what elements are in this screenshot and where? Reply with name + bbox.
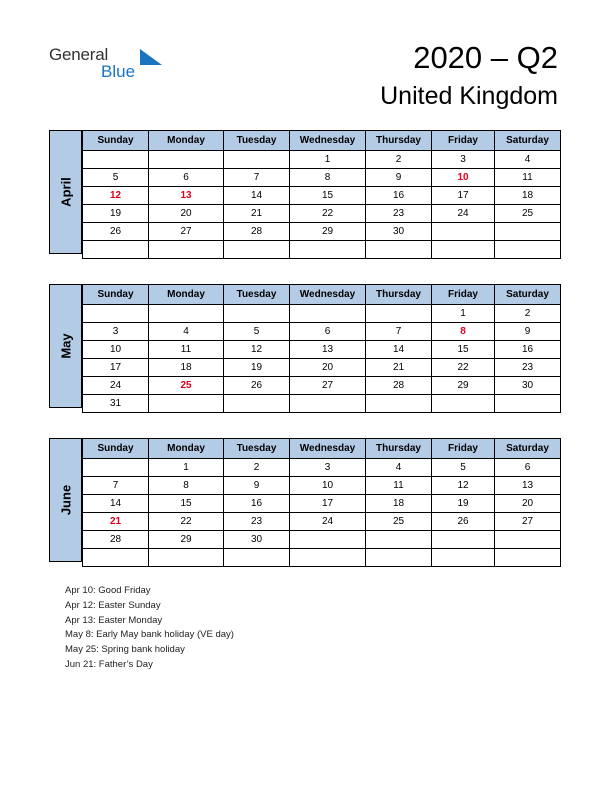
empty-day-cell <box>149 151 224 169</box>
day-cell: 4 <box>366 459 432 477</box>
day-cell: 25 <box>149 377 224 395</box>
empty-day-cell <box>495 223 561 241</box>
weekday-header: Wednesday <box>290 285 366 305</box>
day-cell: 11 <box>495 169 561 187</box>
empty-day-cell <box>149 549 224 567</box>
day-cell: 10 <box>83 341 149 359</box>
day-cell: 19 <box>224 359 290 377</box>
weekday-header: Wednesday <box>290 131 366 151</box>
day-cell: 6 <box>495 459 561 477</box>
day-cell: 10 <box>290 477 366 495</box>
empty-day-cell <box>366 241 432 259</box>
empty-day-cell <box>366 305 432 323</box>
week-row <box>83 187 561 205</box>
empty-day-cell <box>224 549 290 567</box>
month-name: April <box>58 177 73 207</box>
day-cell: 25 <box>495 205 561 223</box>
empty-day-cell <box>495 549 561 567</box>
logo <box>49 45 159 81</box>
week-row <box>83 341 561 359</box>
day-cell: 20 <box>290 359 366 377</box>
day-cell: 10 <box>432 169 495 187</box>
empty-day-cell <box>432 241 495 259</box>
holiday-notes <box>65 584 234 673</box>
weekday-header: Wednesday <box>290 439 366 459</box>
day-cell: 3 <box>83 323 149 341</box>
week-row <box>83 549 561 567</box>
day-cell: 30 <box>224 531 290 549</box>
day-cell: 23 <box>366 205 432 223</box>
day-cell: 15 <box>149 495 224 513</box>
empty-day-cell <box>495 395 561 413</box>
day-cell: 26 <box>224 377 290 395</box>
weekday-header: Sunday <box>83 285 149 305</box>
note-item: Apr 10: Good Friday <box>65 585 151 596</box>
weekday-header: Friday <box>432 439 495 459</box>
week-row <box>83 531 561 549</box>
day-cell: 29 <box>149 531 224 549</box>
day-cell: 8 <box>432 323 495 341</box>
note-item: May 25: Spring bank holiday <box>65 644 185 656</box>
day-cell: 19 <box>83 205 149 223</box>
empty-day-cell <box>83 151 149 169</box>
day-cell: 26 <box>432 513 495 531</box>
calendar-table <box>82 438 561 567</box>
day-cell: 26 <box>83 223 149 241</box>
week-row <box>83 205 561 223</box>
empty-day-cell <box>366 549 432 567</box>
day-cell: 14 <box>366 341 432 359</box>
day-cell: 1 <box>432 305 495 323</box>
day-cell: 14 <box>224 187 290 205</box>
day-cell: 6 <box>149 169 224 187</box>
day-cell: 29 <box>290 223 366 241</box>
day-cell: 1 <box>290 151 366 169</box>
day-cell: 23 <box>495 359 561 377</box>
empty-day-cell <box>83 305 149 323</box>
empty-day-cell <box>83 459 149 477</box>
weekday-header: Tuesday <box>224 131 290 151</box>
empty-day-cell <box>290 531 366 549</box>
day-cell: 2 <box>495 305 561 323</box>
day-cell: 27 <box>495 513 561 531</box>
week-row <box>83 395 561 413</box>
day-cell: 17 <box>432 187 495 205</box>
day-cell: 27 <box>290 377 366 395</box>
day-cell: 15 <box>290 187 366 205</box>
page-title: 2020 – Q2 <box>413 40 558 75</box>
day-cell: 11 <box>366 477 432 495</box>
day-cell: 8 <box>149 477 224 495</box>
week-row <box>83 323 561 341</box>
day-cell: 9 <box>366 169 432 187</box>
week-row <box>83 169 561 187</box>
country-title: United Kingdom <box>380 82 558 110</box>
weekday-header-row <box>83 439 561 459</box>
weekday-header: Sunday <box>83 131 149 151</box>
day-cell: 19 <box>432 495 495 513</box>
empty-day-cell <box>366 395 432 413</box>
day-cell: 24 <box>432 205 495 223</box>
day-cell: 14 <box>83 495 149 513</box>
empty-day-cell <box>495 531 561 549</box>
month-name: June <box>58 484 73 516</box>
month-label <box>49 438 82 562</box>
week-row <box>83 359 561 377</box>
day-cell: 8 <box>290 169 366 187</box>
weekday-header: Tuesday <box>224 439 290 459</box>
empty-day-cell <box>83 241 149 259</box>
day-cell: 9 <box>224 477 290 495</box>
empty-day-cell <box>83 549 149 567</box>
day-cell: 18 <box>149 359 224 377</box>
week-row <box>83 241 561 259</box>
day-cell: 7 <box>83 477 149 495</box>
day-cell: 2 <box>224 459 290 477</box>
empty-day-cell <box>290 549 366 567</box>
calendar-table <box>82 284 561 413</box>
day-cell: 12 <box>224 341 290 359</box>
logo-general-text: General <box>49 45 109 64</box>
day-cell: 28 <box>366 377 432 395</box>
day-cell: 13 <box>495 477 561 495</box>
week-row <box>83 223 561 241</box>
empty-day-cell <box>290 395 366 413</box>
day-cell: 4 <box>149 323 224 341</box>
day-cell: 28 <box>83 531 149 549</box>
empty-day-cell <box>224 151 290 169</box>
empty-day-cell <box>149 305 224 323</box>
weekday-header: Thursday <box>366 285 432 305</box>
day-cell: 13 <box>149 187 224 205</box>
day-cell: 22 <box>432 359 495 377</box>
day-cell: 18 <box>366 495 432 513</box>
day-cell: 5 <box>224 323 290 341</box>
day-cell: 25 <box>366 513 432 531</box>
empty-day-cell <box>290 241 366 259</box>
empty-day-cell <box>224 395 290 413</box>
day-cell: 23 <box>224 513 290 531</box>
empty-day-cell <box>149 241 224 259</box>
weekday-header: Monday <box>149 131 224 151</box>
note-item: May 8: Early May bank holiday (VE day) <box>65 629 234 641</box>
empty-day-cell <box>432 531 495 549</box>
weekday-header: Saturday <box>495 439 561 459</box>
weekday-header: Tuesday <box>224 285 290 305</box>
day-cell: 1 <box>149 459 224 477</box>
day-cell: 7 <box>224 169 290 187</box>
week-row <box>83 151 561 169</box>
note-item: Jun 21: Father’s Day <box>65 658 153 670</box>
week-row <box>83 305 561 323</box>
week-row <box>83 513 561 531</box>
day-cell: 17 <box>83 359 149 377</box>
empty-day-cell <box>149 395 224 413</box>
empty-day-cell <box>495 241 561 259</box>
day-cell: 18 <box>495 187 561 205</box>
empty-day-cell <box>366 531 432 549</box>
day-cell: 12 <box>432 477 495 495</box>
empty-day-cell <box>432 395 495 413</box>
day-cell: 30 <box>495 377 561 395</box>
weekday-header: Saturday <box>495 131 561 151</box>
day-cell: 21 <box>83 513 149 531</box>
day-cell: 21 <box>366 359 432 377</box>
day-cell: 13 <box>290 341 366 359</box>
day-cell: 28 <box>224 223 290 241</box>
day-cell: 15 <box>432 341 495 359</box>
calendar-table <box>82 130 561 259</box>
weekday-header: Saturday <box>495 285 561 305</box>
day-cell: 11 <box>149 341 224 359</box>
day-cell: 24 <box>290 513 366 531</box>
weekday-header: Thursday <box>366 439 432 459</box>
week-row <box>83 477 561 495</box>
day-cell: 2 <box>366 151 432 169</box>
weekday-header: Monday <box>149 439 224 459</box>
day-cell: 3 <box>432 151 495 169</box>
note-item: Apr 12: Easter Sunday <box>65 599 161 611</box>
month-label <box>49 130 82 254</box>
day-cell: 7 <box>366 323 432 341</box>
month-name: May <box>58 333 73 359</box>
day-cell: 12 <box>83 187 149 205</box>
day-cell: 22 <box>290 205 366 223</box>
weekday-header: Friday <box>432 131 495 151</box>
day-cell: 9 <box>495 323 561 341</box>
day-cell: 22 <box>149 513 224 531</box>
weekday-header: Monday <box>149 285 224 305</box>
week-row <box>83 459 561 477</box>
empty-day-cell <box>432 549 495 567</box>
day-cell: 16 <box>366 187 432 205</box>
empty-day-cell <box>290 305 366 323</box>
day-cell: 21 <box>224 205 290 223</box>
logo-blue-text: Blue <box>101 62 136 81</box>
day-cell: 30 <box>366 223 432 241</box>
week-row <box>83 377 561 395</box>
day-cell: 29 <box>432 377 495 395</box>
day-cell: 5 <box>432 459 495 477</box>
weekday-header: Thursday <box>366 131 432 151</box>
logo-triangle-icon <box>140 49 162 65</box>
month-label <box>49 284 82 408</box>
day-cell: 4 <box>495 151 561 169</box>
day-cell: 20 <box>495 495 561 513</box>
day-cell: 16 <box>495 341 561 359</box>
week-row <box>83 495 561 513</box>
day-cell: 27 <box>149 223 224 241</box>
day-cell: 31 <box>83 395 149 413</box>
day-cell: 16 <box>224 495 290 513</box>
empty-day-cell <box>432 223 495 241</box>
day-cell: 24 <box>83 377 149 395</box>
day-cell: 5 <box>83 169 149 187</box>
weekday-header-row <box>83 285 561 305</box>
empty-day-cell <box>224 305 290 323</box>
weekday-header-row <box>83 131 561 151</box>
note-item: Apr 13: Easter Monday <box>65 614 163 626</box>
weekday-header: Friday <box>432 285 495 305</box>
weekday-header: Sunday <box>83 439 149 459</box>
day-cell: 17 <box>290 495 366 513</box>
day-cell: 3 <box>290 459 366 477</box>
day-cell: 20 <box>149 205 224 223</box>
day-cell: 6 <box>290 323 366 341</box>
empty-day-cell <box>224 241 290 259</box>
